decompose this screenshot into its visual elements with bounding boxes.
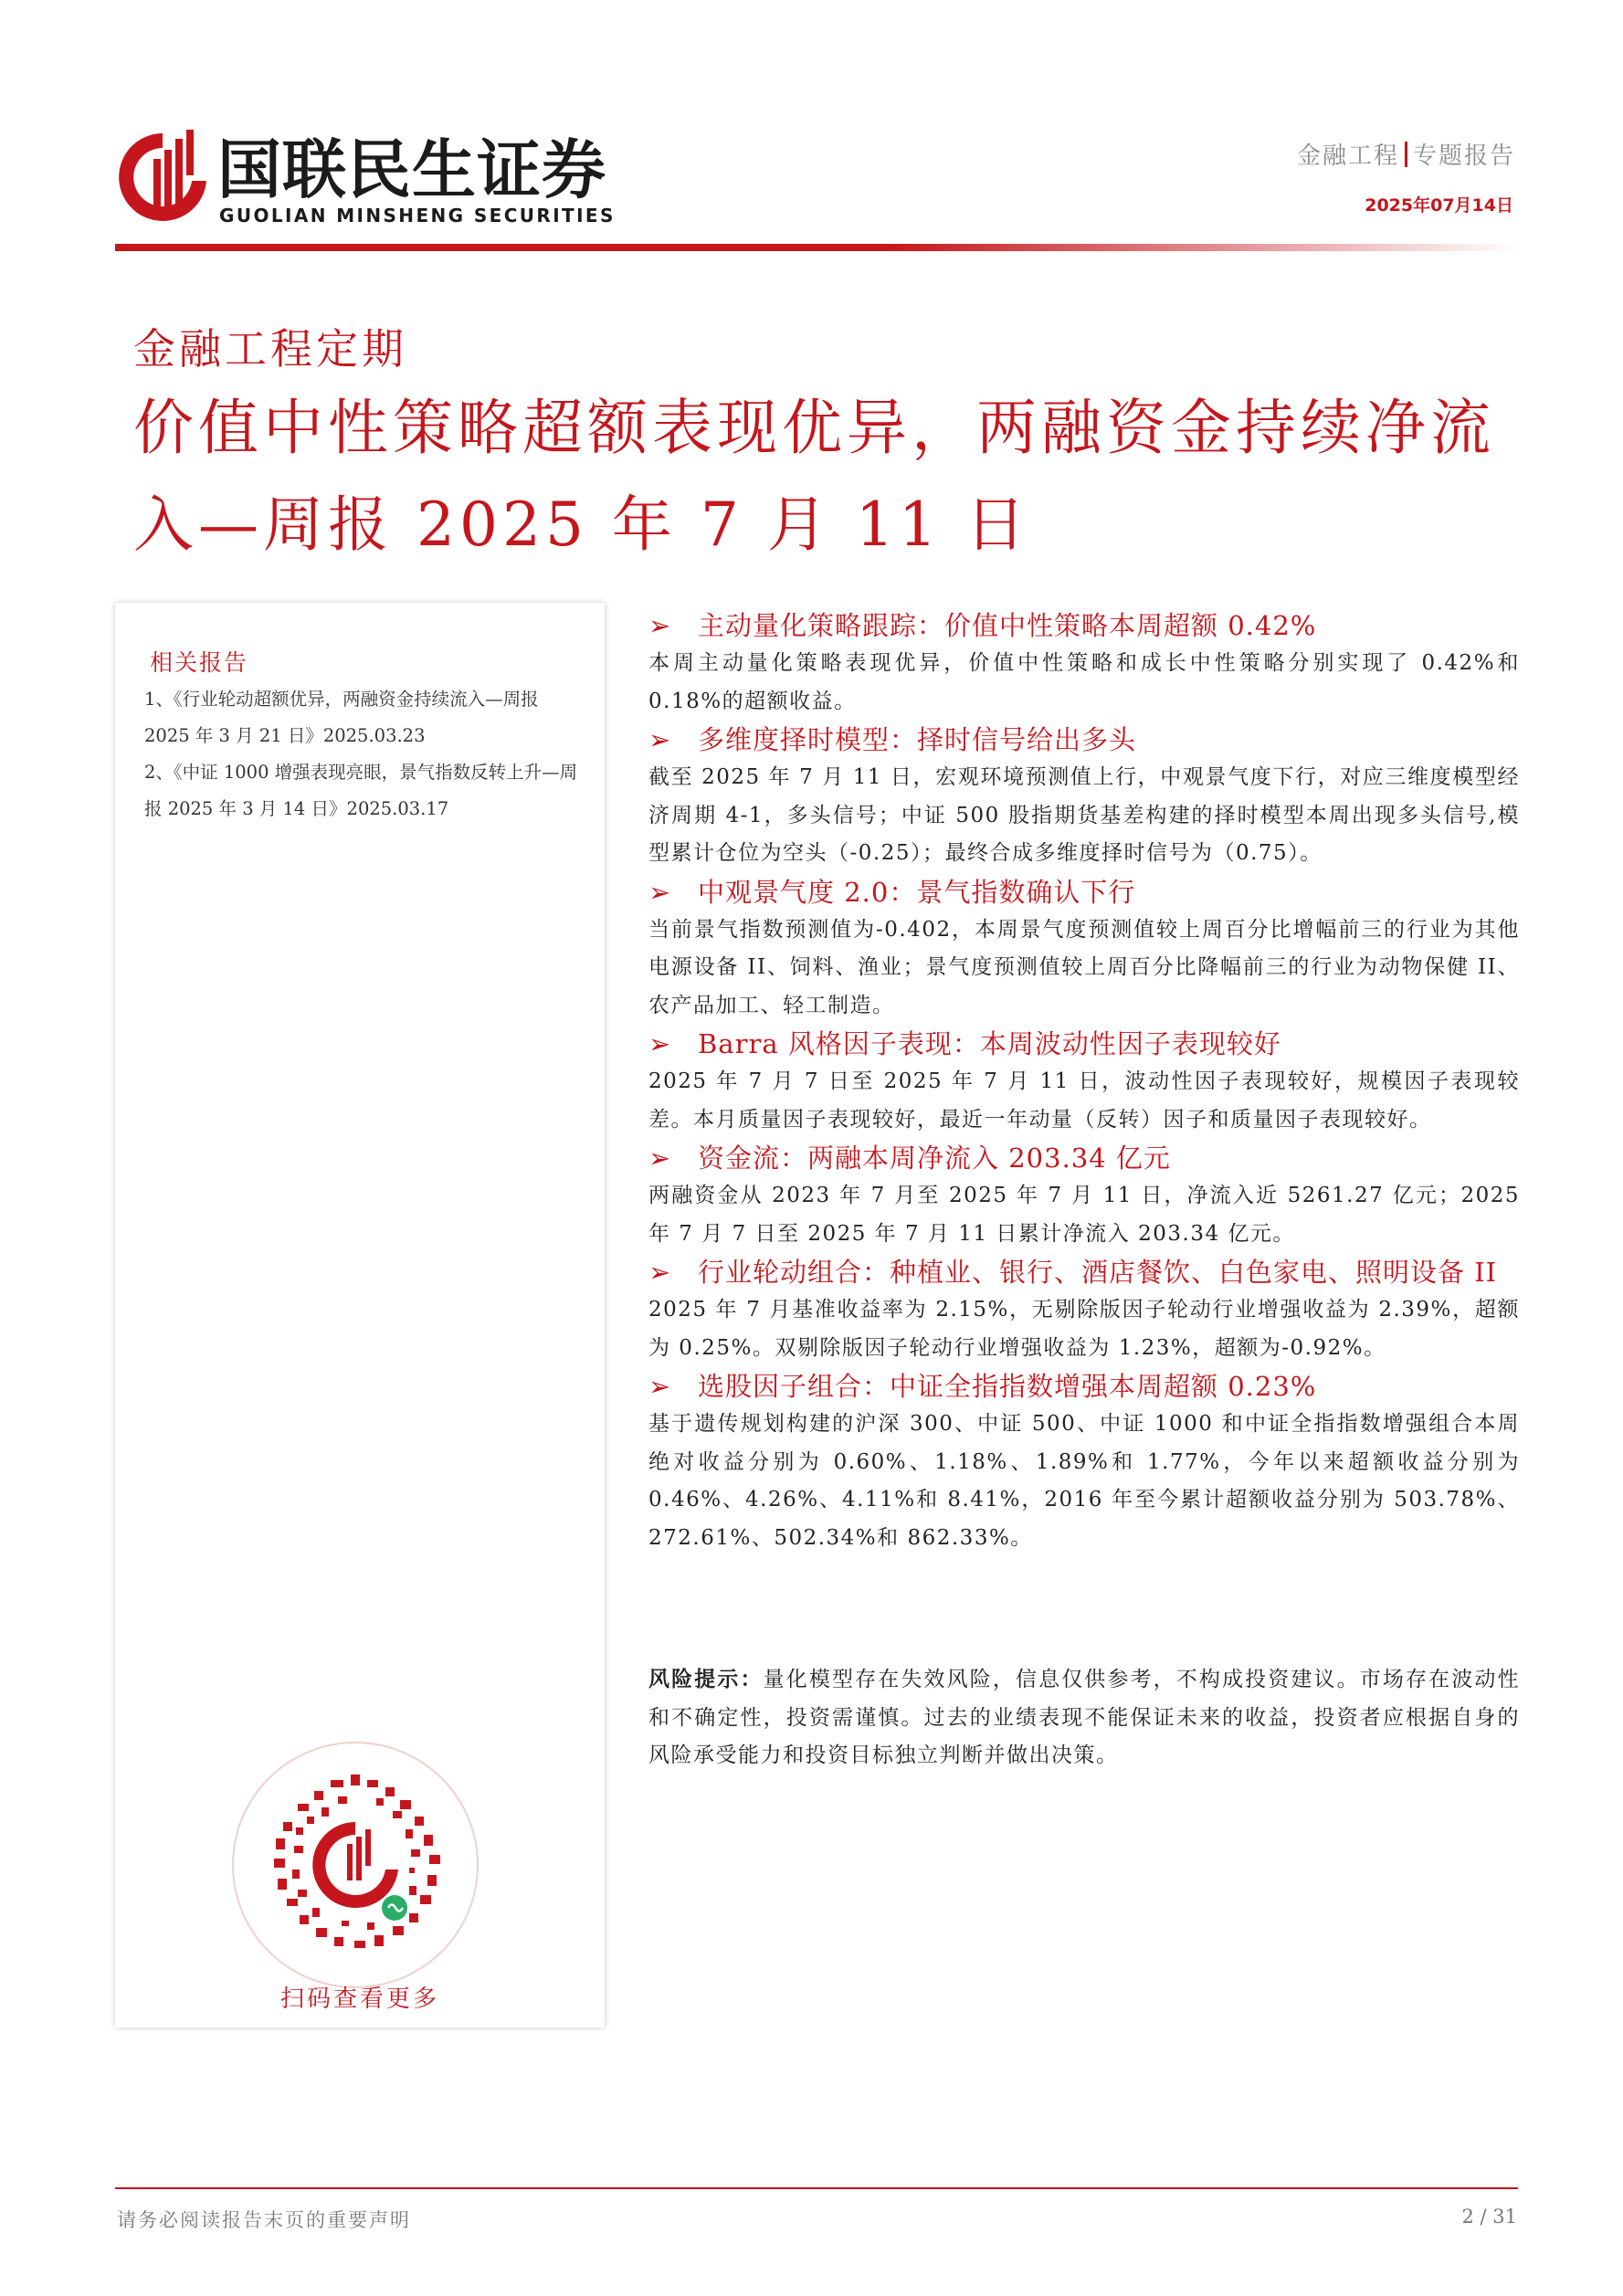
- section-heading: [648, 873, 1520, 911]
- section-heading-text: Barra 风格因子表现：本周波动性因子表现较好: [698, 1028, 1281, 1059]
- category-a: 金融工程: [1296, 142, 1399, 170]
- arrow-bullet-icon: ➢: [648, 1257, 672, 1288]
- arrow-bullet-icon: ➢: [648, 1143, 672, 1174]
- section-heading: [648, 606, 1520, 645]
- qr-code-icon: [230, 1740, 480, 1990]
- section-body: 本周主动量化策略表现优异，价值中性策略和成长中性策略分别实现了 0.42%和 0.18%的超额收益。: [648, 651, 1520, 713]
- arrow-bullet-icon: ➢: [648, 724, 672, 755]
- arrow-bullet-icon: ➢: [648, 876, 672, 908]
- report-series: 金融工程定期: [133, 324, 407, 374]
- section-heading: [648, 721, 1520, 759]
- category-divider: [1405, 142, 1407, 167]
- section-heading: [648, 1253, 1520, 1291]
- arrow-bullet-icon: ➢: [648, 610, 672, 641]
- section-heading-text: 行业轮动组合：种植业、银行、酒店餐饮、白色家电、照明设备 II: [698, 1257, 1498, 1288]
- report-category: [1297, 137, 1515, 171]
- footer-divider: [115, 2187, 1518, 2189]
- section-body: 当前景气指数预测值为-0.402，本周景气度预测值较上周百分比增幅前三的行业为其他电源设备 II、饲料、渔业；景气度预测值较上周百分比降幅前三的行业为动物保健 II、农产品加工、轻工制造。: [648, 917, 1520, 1017]
- section-heading-text: 中观景气度 2.0：景气指数确认下行: [698, 876, 1136, 908]
- logo-chinese-name: 国联民生证券: [217, 132, 606, 207]
- arrow-bullet-icon: ➢: [648, 1371, 672, 1402]
- report-title: 价值中性策略超额表现优异，两融资金持续净流入—周报 2025 年 7 月 11 日: [133, 393, 1495, 560]
- qr-code[interactable]: [230, 1740, 480, 1990]
- section-body: 2025 年 7 月 7 日至 2025 年 7 月 11 日，波动性因子表现较好，规模因子表现较差。本月质量因子表现较好，最近一年动量（反转）因子和质量因子表现较好。: [648, 1069, 1520, 1132]
- section-body: 基于遗传规划构建的沪深 300、中证 500、中证 1000 和中证全指指数增强组合本周绝对收益分别为 0.60%、1.18%、1.89%和 1.77%，今年以来超额收益分别为 0.46%、4.26%、4.11%和 8.41%，2016 年至今累计超额收益分别为 503.78%、272.61%、502.34%和 862.33%。: [648, 1412, 1520, 1550]
- logo-english-name: GUOLIAN MINSHENG SECURITIES: [219, 205, 616, 226]
- brand-logo: [115, 128, 663, 237]
- section-heading-text: 主动量化策略跟踪：价值中性策略本周超额 0.42%: [698, 610, 1317, 641]
- page-number: 2 / 31: [1461, 2206, 1517, 2228]
- report-date: 2025年07月14日: [1365, 195, 1513, 216]
- related-reports-heading: 相关报告: [150, 649, 249, 676]
- footer-notice: 请务必阅读报告末页的重要声明: [117, 2209, 411, 2231]
- qr-caption: 扫码查看更多: [279, 1985, 439, 2013]
- section-heading-text: 选股因子组合：中证全指指数增强本周超额 0.23%: [698, 1371, 1317, 1402]
- header-divider: [115, 244, 1518, 251]
- arrow-bullet-icon: ➢: [648, 1028, 672, 1059]
- category-b: 专题报告: [1412, 142, 1515, 170]
- section-body: 截至 2025 年 7 月 11 日，宏观环境预测值上行，中观景气度下行，对应三维度模型经济周期 4-1，多头信号；中证 500 股指期货基差构建的择时模型本周出现多头信号,模型累计仓位为空头（-0.25）；最终合成多维度择时信号为（0.75）。: [648, 765, 1520, 865]
- mini-program-icon: [382, 1895, 407, 1921]
- risk-text: 量化模型存在失效风险，信息仅供参考，不构成投资建议。市场存在波动性和不确定性，投资需谨慎。过去的业绩表现不能保证未来的收益，投资者应根据自身的风险承受能力和投资目标独立判断并做出决策。: [648, 1668, 1521, 1767]
- logo-mark-icon: [115, 128, 210, 225]
- section-heading-text: 资金流：两融本周净流入 203.34 亿元: [698, 1143, 1171, 1174]
- related-reports-list: [144, 681, 583, 827]
- section-heading: [648, 1367, 1520, 1406]
- sidebar-panel: [115, 603, 605, 2027]
- risk-label: 风险提示：: [648, 1667, 764, 1691]
- section-body: 2025 年 7 月基准收益率为 2.15%，无剔除版因子轮动行业增强收益为 2.39%，超额为 0.25%。双剔除版因子轮动行业增强收益为 1.23%，超额为-0.92%。: [648, 1298, 1520, 1360]
- section-heading: [648, 1139, 1520, 1177]
- section-heading-text: 多维度择时模型：择时信号给出多头: [698, 724, 1137, 755]
- section-body: 两融资金从 2023 年 7 月至 2025 年 7 月 11 日，净流入近 5261.27 亿元；2025 年 7 月 7 日至 2025 年 7 月 11 日累计净流入 203.34 亿元。: [648, 1184, 1520, 1246]
- related-report-link[interactable]: 2、《中证 1000 增强表现亮眼，景气指数反转上升—周报 2025 年 3 月 14 日》2025.03.17: [144, 762, 578, 819]
- related-report-link[interactable]: 1、《行业轮动超额优异，两融资金持续流入—周报 2025 年 3 月 21 日》2025.03.23: [144, 689, 539, 746]
- summary-content: [648, 606, 1520, 1557]
- risk-disclosure: [648, 1660, 1520, 1775]
- section-heading: [648, 1025, 1520, 1063]
